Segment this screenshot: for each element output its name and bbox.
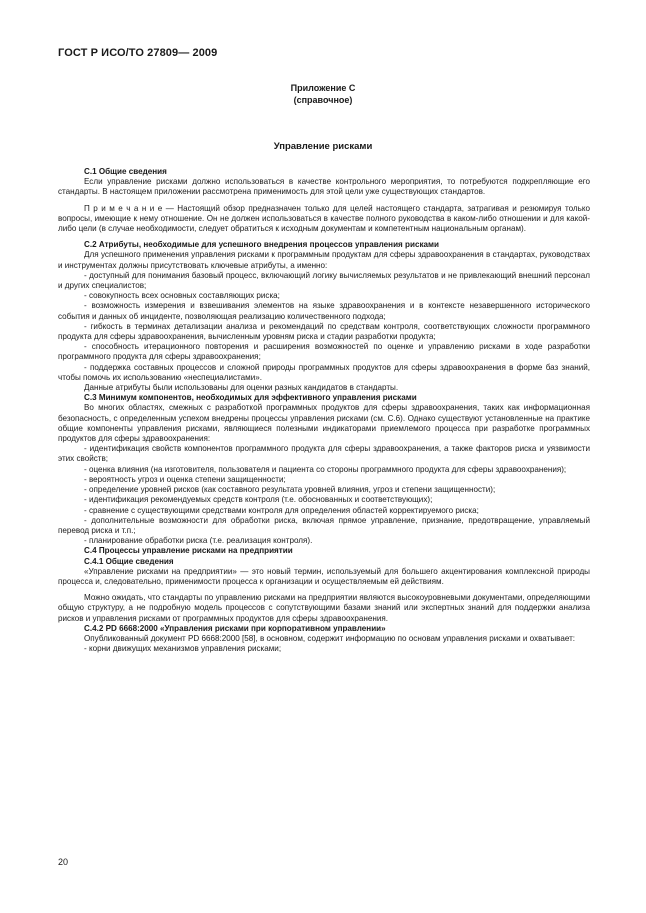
paragraph: Во многих областях, смежных с разработкой программных продуктов для сферы здравоохранения, таких как информационная безопасность, с определенным успехом внедрены процессы управления рисками (см. С.6). Однако существуют установленные на практике общие компоненты управления рисками, являющиеся полезными индикаторами приемлемого процесса при разработке программных продуктов для сферы здравоохранения: bbox=[58, 403, 590, 444]
paragraph: Если управление рисками должно использоваться в качестве контрольного мероприятия, то потребуются подкрепляющие его стандарты. В настоящем приложении рассмотрена применимость для этой цели уже существующих стандартов. bbox=[58, 177, 590, 197]
list-item: - совокупность всех основных составляющих риска; bbox=[84, 291, 280, 301]
list-item: - поддержка составных процессов и сложной природы программных продуктов для сферы здравоохранения в форме баз знаний, чтобы помочь их использованию «неспециалистами». bbox=[58, 362, 590, 382]
heading-c4-2: С.4.2 PD 6668:2000 «Управления рисками при корпоративном управлении» bbox=[84, 623, 386, 633]
appendix-title: Приложение С bbox=[290, 83, 356, 93]
list-item: - оценка влияния (на изготовителя, пользователя и пациента со стороны программного продукта для сферы здравоохранения); bbox=[84, 464, 567, 474]
list-item: - идентификация свойств компонентов программного продукта для сферы здравоохранения, а также факторов риска и уязвимости этих свойств; bbox=[58, 444, 590, 464]
paragraph: Опубликованный документ PD 6668:2000 [58], в основном, содержит информацию по основам управления рисками и охватывает: bbox=[84, 633, 576, 643]
page-number: 20 bbox=[58, 857, 69, 867]
appendix-subtitle: (справочное) bbox=[293, 95, 353, 105]
list-item: - доступный для понимания базовый процесс, включающий логику вычисляемых результатов и не привлекающий внешний персонал и других специалистов; bbox=[58, 270, 590, 291]
section-title: Управление рисками bbox=[273, 141, 373, 152]
heading-c1: С.1 Общие сведения bbox=[84, 167, 167, 176]
heading-c3: С.3 Минимум компонентов, необходимых для эффективного управления рисками bbox=[84, 393, 417, 403]
paragraph: Для успешного применения управления рисками к программным продуктам для сферы здравоохранения в стандартах, руководствах и инструментах должны присутствовать ключевые атрибуты, а именно: bbox=[58, 250, 590, 270]
heading-c2: С.2 Атрибуты, необходимые для успешного внедрения процессов управления рисками bbox=[84, 240, 439, 250]
paragraph: Можно ожидать, что стандарты по управлению рисками на предприятии являются высокоуровневыми документами, определяющими общую структуру, а не подробную модель процессов с сопутствующими базами знаний или экспертных знаний для поддержки анализа рисков и управления рисками от программных продуктов для сферы здравоохранения. bbox=[58, 593, 590, 623]
heading-c4-1: С.4.1 Общие сведения bbox=[84, 556, 174, 566]
list-item: - определение уровней рисков (как составного результата уровней влияния, угроз и степени защищенности); bbox=[84, 485, 496, 495]
paragraph: «Управление рисками на предприятии» — это новый термин, используемый для большего акцентирования комплексной природы процесса и, следовательно, применимости процесса к организации и осуществляемым ей действиям. bbox=[58, 566, 590, 586]
list-item: - способность итерационного повторения и расширения возможностей по оценке и управлению рисками в ходе разработки программного продукта для сферы здравоохранения; bbox=[58, 342, 590, 362]
list-item: - корни движущих механизмов управления рисками; bbox=[84, 644, 282, 654]
standard-header: ГОСТ Р ИСО/ТО 27809— 2009 bbox=[58, 47, 218, 59]
list-item: - вероятность угроз и оценка степени защищенности; bbox=[84, 474, 286, 484]
document-body bbox=[58, 167, 590, 654]
list-item: - гибкость в терминах детализации анализа и рекомендаций по средствам контроля, соответствующих сложности программного продукта для сферы здравоохранения, вычисленным уровням риска и стадии разработки продукта; bbox=[58, 321, 590, 342]
paragraph: Данные атрибуты были использованы для оценки разных кандидатов в стандарты. bbox=[84, 383, 399, 393]
list-item: - возможность измерения и взвешивания элементов на языке здравоохранения и в контексте незавершенного исторического события и данных об инциденте, позволяющая реализацию количественного подхода; bbox=[58, 301, 590, 321]
appendix-heading bbox=[0, 82, 646, 106]
list-item: - дополнительные возможности для обработки риска, включая прямое управление, признание, предотвращение, управляемый перевод риска и т.п.; bbox=[58, 515, 590, 535]
note-paragraph: П р и м е ч а н и е — Настоящий обзор предназначен только для целей настоящего стандарта, затрагивая и резюмируя только вопросы, имеющие к нему отношение. Он не должен использоваться в качестве полного руководства в каком-либо отношении и для какой-либо цели (в случае необходимости, следует обратиться к исходным документам и компетентным национальным органам). bbox=[58, 203, 590, 234]
list-item: - сравнение с существующими средствами контроля для определения областей корректируемого риска; bbox=[84, 505, 479, 515]
heading-c4: С.4 Процессы управление рисками на предприятии bbox=[84, 546, 293, 556]
list-item: - идентификация рекомендуемых средств контроля (т.е. обоснованных и соответствующих); bbox=[84, 495, 433, 505]
list-item: - планирование обработки риска (т.е. реализация контроля). bbox=[84, 536, 313, 546]
